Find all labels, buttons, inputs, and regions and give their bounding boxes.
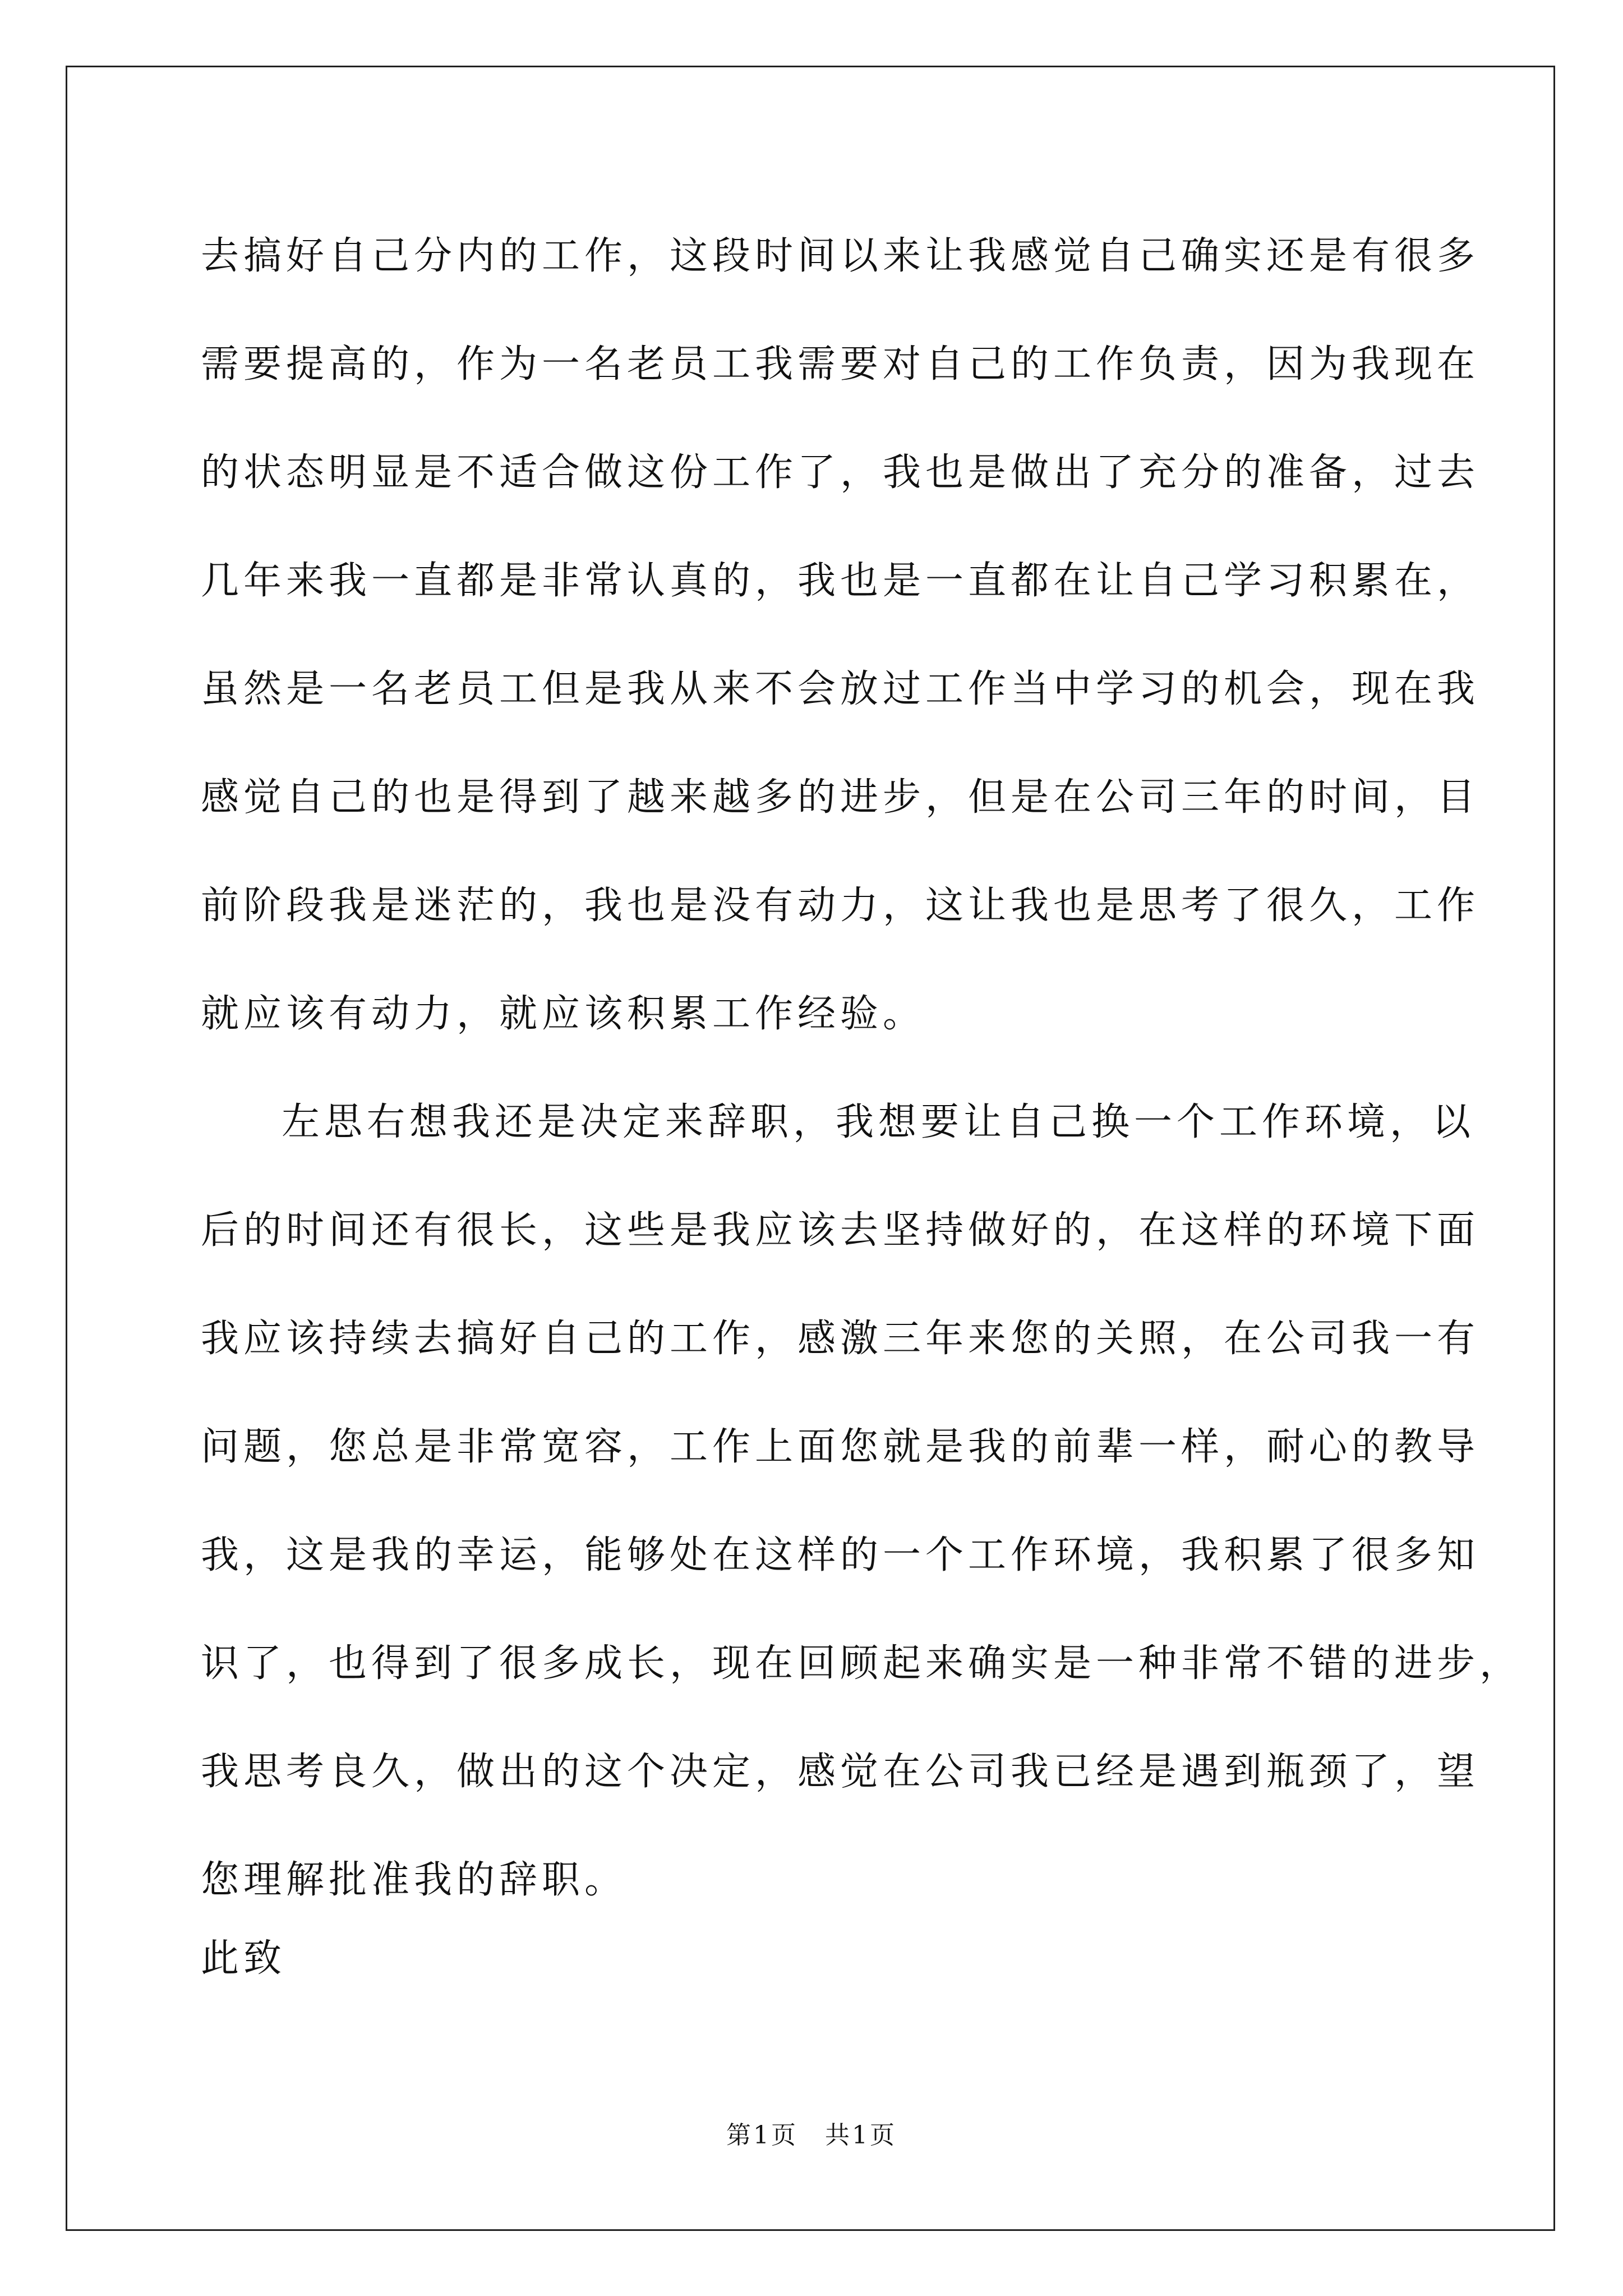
text-line: 去搞好自己分内的工作，这段时间以来让我感觉自己确实还是有很多 (201, 234, 1480, 278)
text-line: 后的时间还有很长，这些是我应该去坚持做好的，在这样的环境下面 (201, 1208, 1480, 1253)
text-line: 就应该有动力，就应该积累工作经验。 (201, 992, 926, 1036)
text-line: 我应该持续去搞好自己的工作，感激三年来您的关照，在公司我一有 (201, 1317, 1480, 1361)
letter-body (201, 202, 1523, 1934)
text-line: 感觉自己的也是得到了越来越多的进步，但是在公司三年的时间，目 (201, 775, 1480, 820)
text-line: 的状态明显是不适合做这份工作了，我也是做出了充分的准备，过去 (201, 450, 1480, 495)
text-line: 前阶段我是迷茫的，我也是没有动力，这让我也是思考了很久，工作 (201, 884, 1480, 928)
paragraph-start-line: 左思右想我还是决定来辞职，我想要让自己换一个工作环境，以 (282, 1100, 1476, 1144)
text-line: 我思考良久，做出的这个决定，感觉在公司我已经是遇到瓶颈了，望 (201, 1750, 1480, 1794)
text-line: 我，这是我的幸运，能够处在这样的一个工作环境，我积累了很多知 (201, 1533, 1480, 1577)
text-line: 问题，您总是非常宽容，工作上面您就是我的前辈一样，耐心的教导 (201, 1425, 1480, 1469)
text-line: 需要提高的，作为一名老员工我需要对自己的工作负责，因为我现在 (201, 342, 1480, 386)
text-line: 识了，也得到了很多成长，现在回顾起来确实是一种非常不错的进步， (201, 1641, 1523, 1686)
text-line: 几年来我一直都是非常认真的，我也是一直都在让自己学习积累在， (201, 559, 1480, 603)
text-line: 虽然是一名老员工但是我从来不会放过工作当中学习的机会，现在我 (201, 667, 1480, 711)
page-footer: 第1页 共1页 (726, 2121, 897, 2150)
closing-salutation: 此致 (201, 1936, 287, 1981)
text-line: 您理解批准我的辞职。 (201, 1858, 628, 1902)
